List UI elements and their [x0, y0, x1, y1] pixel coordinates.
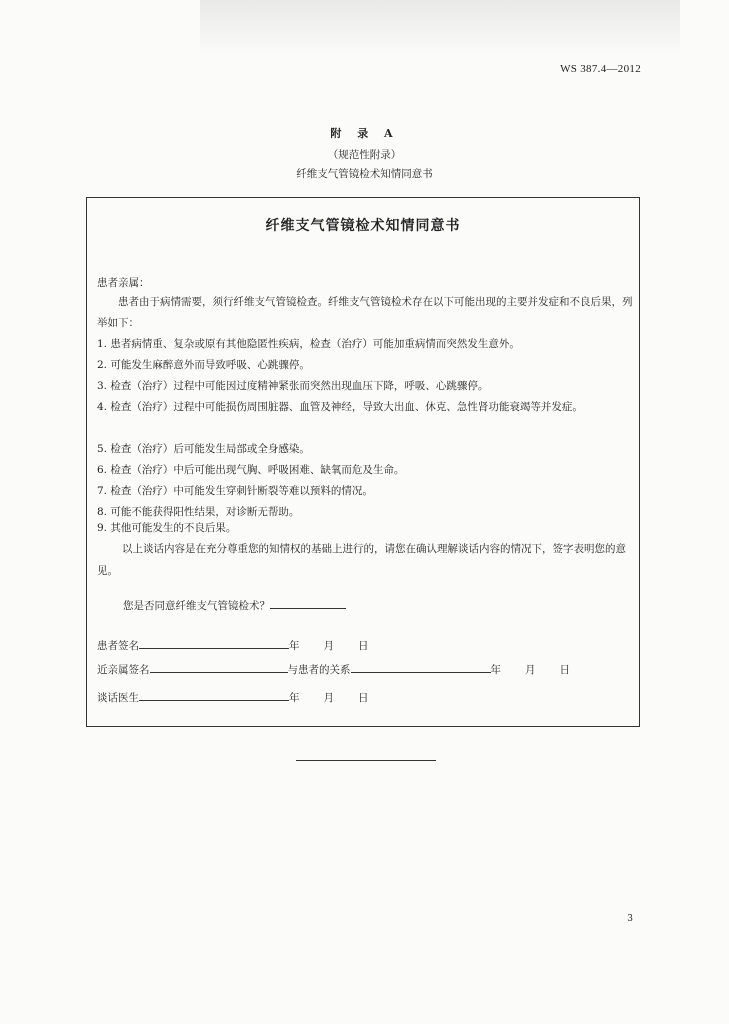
list-item: 3. 检查（治疗）过程中可能因过度精神紧张而突然出现血压下降，呼吸、心跳骤停。: [97, 380, 489, 392]
doctor-signature-row: [97, 688, 369, 705]
appendix-label: 附 录 A: [330, 127, 399, 140]
consent-question-row: [123, 596, 346, 613]
consent-answer-field[interactable]: [270, 596, 346, 609]
month-label: 月: [323, 640, 334, 652]
salutation: 患者亲属：: [97, 277, 150, 289]
list-item: 7. 检查（治疗）中可能发生穿刺针断裂等难以预料的情况。: [97, 485, 373, 497]
day-label: 日: [559, 664, 570, 676]
list-item: 5. 检查（治疗）后可能发生局部或全身感染。: [97, 443, 310, 455]
end-rule: [296, 760, 436, 761]
patient-signature-field[interactable]: [139, 636, 289, 649]
relation-field[interactable]: [351, 660, 491, 673]
list-item: 1. 患者病情重、复杂或原有其他隐匿性疾病，检查（治疗）可能加重病情而突然发生意外。: [97, 338, 520, 350]
appendix-name: 纤维支气管镜检术知情同意书: [296, 168, 433, 180]
relation-label: 与患者的关系: [287, 664, 351, 676]
list-item: 6. 检查（治疗）中后可能出现气胸、呼吸困难、缺氧而危及生命。: [97, 464, 405, 476]
list-item: 8. 可能不能获得阳性结果，对诊断无帮助。: [97, 506, 300, 518]
doctor-label: 谈话医生: [97, 692, 139, 704]
day-label: 日: [358, 692, 369, 704]
relative-signature-field[interactable]: [150, 660, 288, 673]
intro-paragraph: 患者由于病情需要，须行纤维支气管镜检查。纤维支气管镜检术存在以下可能出现的主要并发症和不良后果，列举如下：: [97, 296, 633, 329]
relative-signature-label: 近亲属签名: [97, 664, 150, 676]
year-label: 年: [289, 692, 300, 704]
day-label: 日: [358, 640, 369, 652]
patient-signature-row: [97, 636, 369, 653]
standard-code: WS 387.4—2012: [560, 63, 641, 75]
patient-signature-label: 患者签名: [97, 640, 139, 652]
year-label: 年: [490, 664, 501, 676]
relative-signature-row: [97, 660, 570, 677]
consent-question: 您是否同意纤维支气管镜检术？: [123, 600, 270, 612]
scan-artifact: [200, 0, 680, 55]
list-item: 9. 其他可能发生的不良后果。: [97, 522, 237, 534]
month-label: 月: [525, 664, 536, 676]
doctor-signature-field[interactable]: [139, 688, 289, 701]
form-title: 纤维支气管镜检术知情同意书: [265, 218, 461, 234]
statement-paragraph: 以上谈话内容是在充分尊重您的知情权的基础上进行的，请您在确认理解谈话内容的情况下，签字表明您的意见。: [97, 543, 626, 577]
list-item: 2. 可能发生麻醉意外而导致呼吸、心跳骤停。: [97, 359, 310, 371]
year-label: 年: [289, 640, 300, 652]
appendix-normative: （规范性附录）: [327, 149, 402, 161]
page-number: 3: [627, 914, 633, 924]
month-label: 月: [323, 692, 334, 704]
list-item: 4. 检查（治疗）过程中可能损伤周围脏器、血管及神经，导致大出血、休克、急性肾功能衰竭等并发症。: [97, 401, 583, 413]
